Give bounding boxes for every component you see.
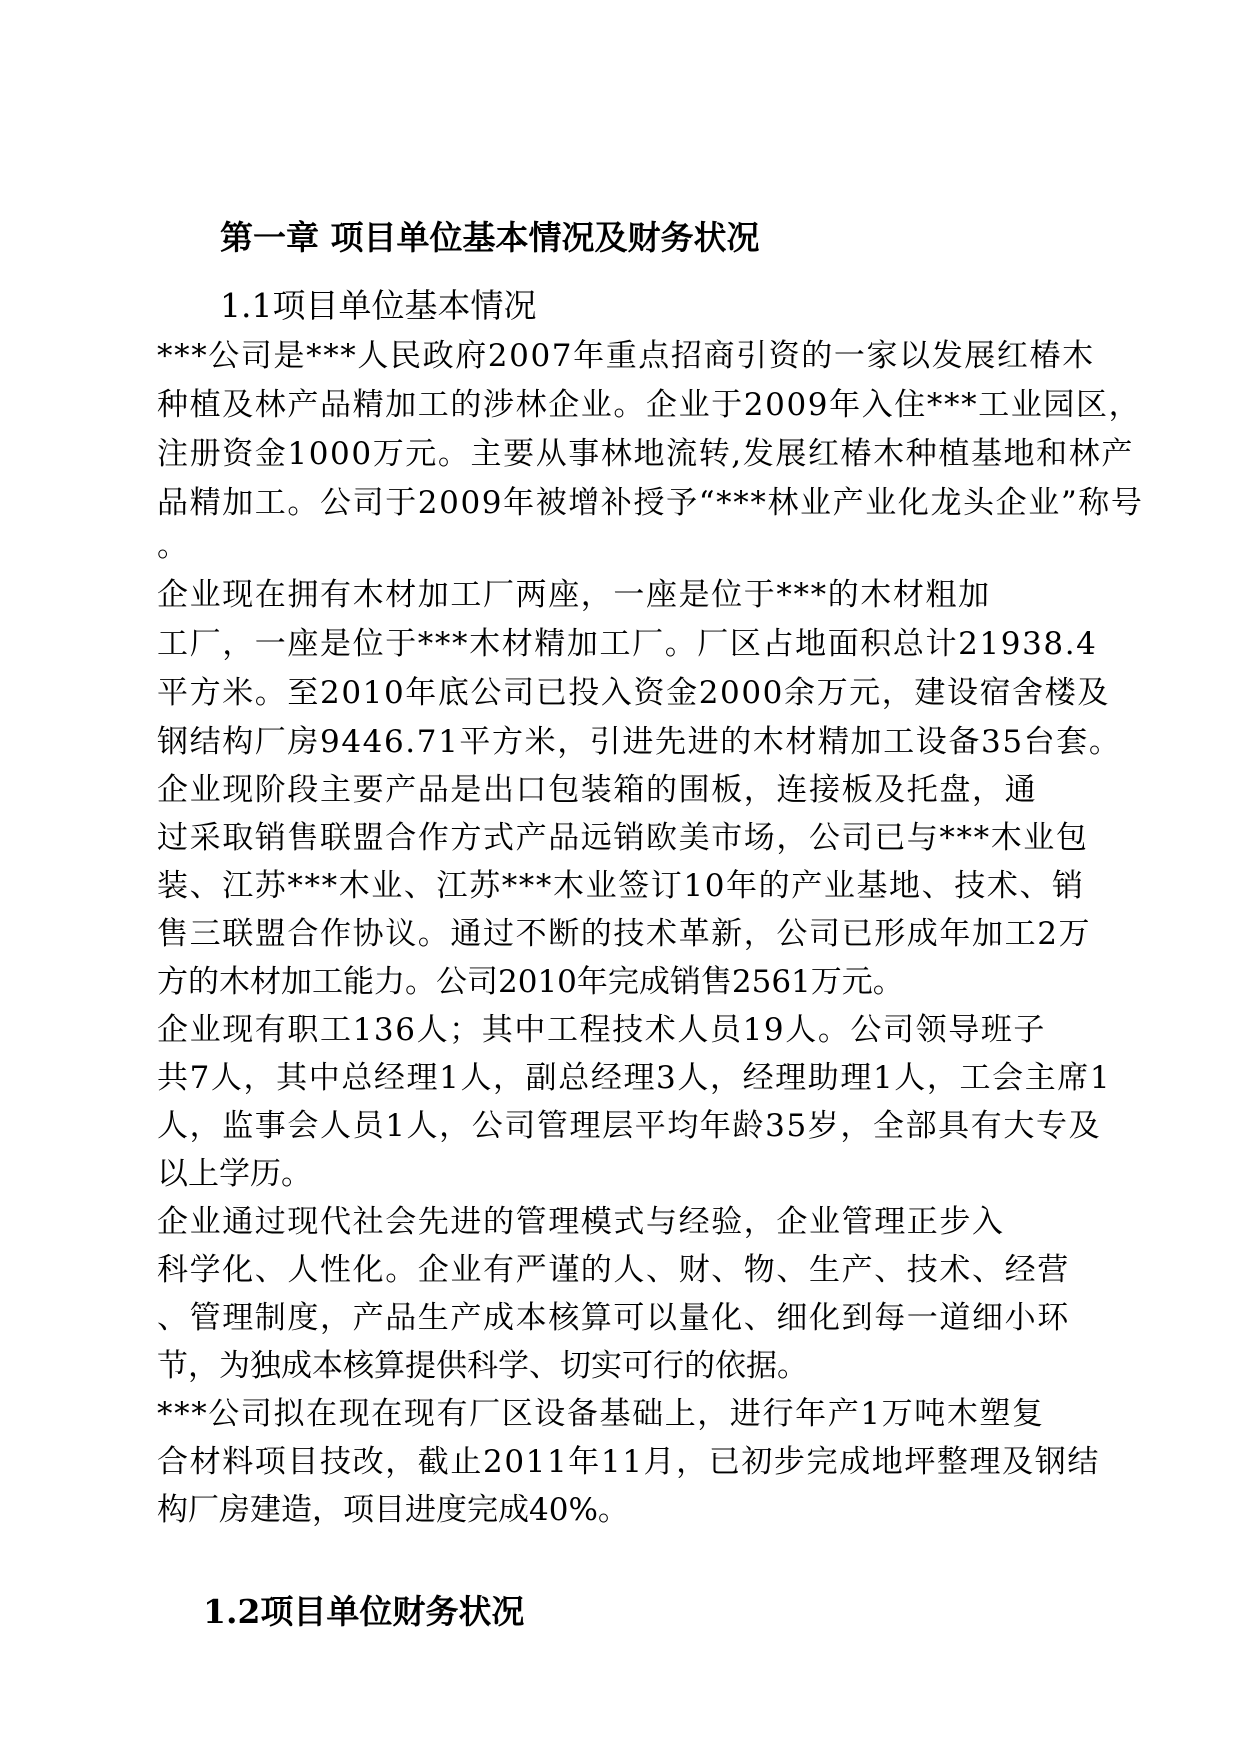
body-line: 人，监事会人员1人，公司管理层平均年龄35岁，全部具有大专及 <box>157 1108 1102 1144</box>
body-line: 以上学历。 <box>157 1156 312 1192</box>
body-line: 钢结构厂房9446.71平方米，引进先进的木材精加工设备35台套。 <box>157 724 1122 760</box>
body-line: 平方米。至2010年底公司已投入资金2000余万元，建设宿舍楼及 <box>157 675 1110 711</box>
body-line: 种植及林产品精加工的涉林企业。企业于2009年入住***工业园区， <box>157 387 1142 423</box>
body-line: 装、江苏***木业、江苏***木业签订10年的产业基地、技术、销 <box>157 868 1085 904</box>
section-1-2-title: 1.2项目单位财务状况 <box>203 1592 525 1631</box>
body-line: 企业通过现代社会先进的管理模式与经验，企业管理正步入 <box>157 1204 1005 1240</box>
body-line: 注册资金1000万元。主要从事林地流转,发展红椿木种植基地和林产 <box>157 436 1134 472</box>
body-line: 科学化、人性化。企业有严谨的人、财、物、生产、技术、经营 <box>157 1252 1070 1288</box>
body-line: 售三联盟合作协议。通过不断的技术革新，公司已形成年加工2万 <box>157 916 1092 952</box>
body-line: 共7人，其中总经理1人，副总经理3人，经理助理1人，工会主席1 <box>157 1060 1112 1096</box>
body-line: 方的木材加工能力。公司2010年完成销售2561万元。 <box>157 964 904 1000</box>
body-line: 品精加工。公司于2009年被增补授予“***林业产业化龙头企业”称号 <box>157 485 1144 521</box>
body-line: 合材料项目技改，截止2011年11月，已初步完成地坪整理及钢结 <box>157 1444 1100 1480</box>
body-line: ***公司是***人民政府2007年重点招商引资的一家以发展红椿木 <box>157 338 1095 374</box>
chapter-title: 第一章 项目单位基本情况及财务状况 <box>220 218 760 257</box>
body-line: 企业现有职工136人；其中工程技术人员19人。公司领导班子 <box>157 1012 1047 1048</box>
body-line: 。 <box>157 528 188 564</box>
body-line: 工厂，一座是位于***木材精加工厂。厂区占地面积总计21938.4 <box>157 626 1098 662</box>
body-line: 节，为独成本核算提供科学、切实可行的依据。 <box>157 1348 808 1384</box>
body-line: 企业现阶段主要产品是出口包装箱的围板，连接板及托盘，通 <box>157 772 1038 808</box>
body-line: 、管理制度，产品生产成本核算可以量化、细化到每一道细小环 <box>157 1300 1070 1336</box>
body-line: 构厂房建造，项目进度完成40%。 <box>157 1492 629 1528</box>
section-1-1-title: 1.1项目单位基本情况 <box>220 286 537 325</box>
body-line: ***公司拟在现在现有厂区设备基础上，进行年产1万吨木塑复 <box>157 1396 1045 1432</box>
body-line: 企业现在拥有木材加工厂两座，一座是位于***的木材粗加 <box>157 577 991 613</box>
body-line: 过采取销售联盟合作方式产品远销欧美市场，公司已与***木业包 <box>157 820 1089 856</box>
